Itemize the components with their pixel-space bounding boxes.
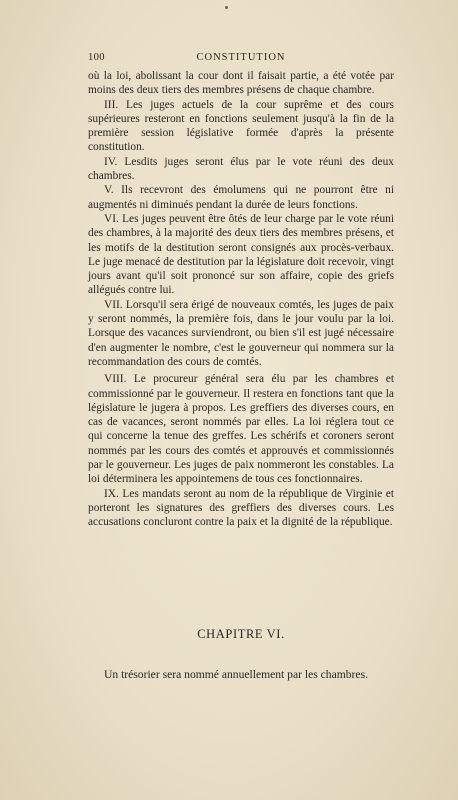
article-ix: IX. Les mandats seront au nom de la république de Virginie et porteront les signatures des greffiers des diverses cours. Les accusations concluront contre la paix et la dignité de la république. xyxy=(88,487,394,529)
body-text xyxy=(88,69,394,530)
running-title: CONSTITUTION xyxy=(196,52,286,63)
paragraph-continuation: où la loi, abolissant la cour dont il faisait partie, a été votée par moins des deux tiers des membres présens de chaque chambre. xyxy=(88,70,394,97)
article-vii: VII. Lorsqu'il sera érigé de nouveaux comtés, les juges de paix y seront nommés, la première fois, dans le jour voulu par la loi. Lorsque des vacances surviendront, ou bien s'il est jugé nécessaire d'en augmenter le nombre, c'est le gouverneur qui nommera sur la recommandation des cours de comtés. xyxy=(88,298,394,368)
article-v: V. Ils recevront des émolumens qui ne pourront être ni augmentés ni diminués pendant la durée de leurs fonctions. xyxy=(88,184,394,211)
chapter-text: Un trésorier sera nommé annuellement par les chambres. xyxy=(104,668,368,681)
article-iv: IV. Lesdits juges seront élus par le vote réuni des deux chambres. xyxy=(88,155,394,183)
article-iii: III. Les juges actuels de la cour suprême et des cours supérieures resteront en fonctions seulement jusqu'à la fin de la première session législative formée d'après la présente constitution. xyxy=(88,98,394,154)
page-number: 100 xyxy=(88,52,105,63)
article-viii: VIII. Le procureur général sera élu par les chambres et commissionné par le gouverneur. Il restera en fonctions tant que la législature le jugera à propos. Les greffiers des diverses cours, en cas de vacances, seront nommés par elles. La loi réglera tout ce qui concerne la tenue des greffes. Les schérifs et coroners seront nommés par les cours des comtés et approuvés et commissionnés par le gouverneur. Les juges de paix nommeront les constables. La loi déterminera les appointemens de tous ces fonctionnaires. xyxy=(88,373,394,486)
article-vi: VI. Les juges peuvent être ôtés de leur charge par le vote réuni des chambres, à la majorité des deux tiers des membres présens, et les motifs de la destitution seront consignés aux procès-verbaux. Le juge menacé de destitution par la législature doit recevoir, vingt jours avant qu'il soit prononcé sur son affaire, copie des griefs allégués contre lui. xyxy=(88,212,394,297)
paper-speck xyxy=(225,6,228,9)
chapter-heading: CHAPITRE VI. xyxy=(197,627,285,641)
page-header xyxy=(88,52,394,66)
